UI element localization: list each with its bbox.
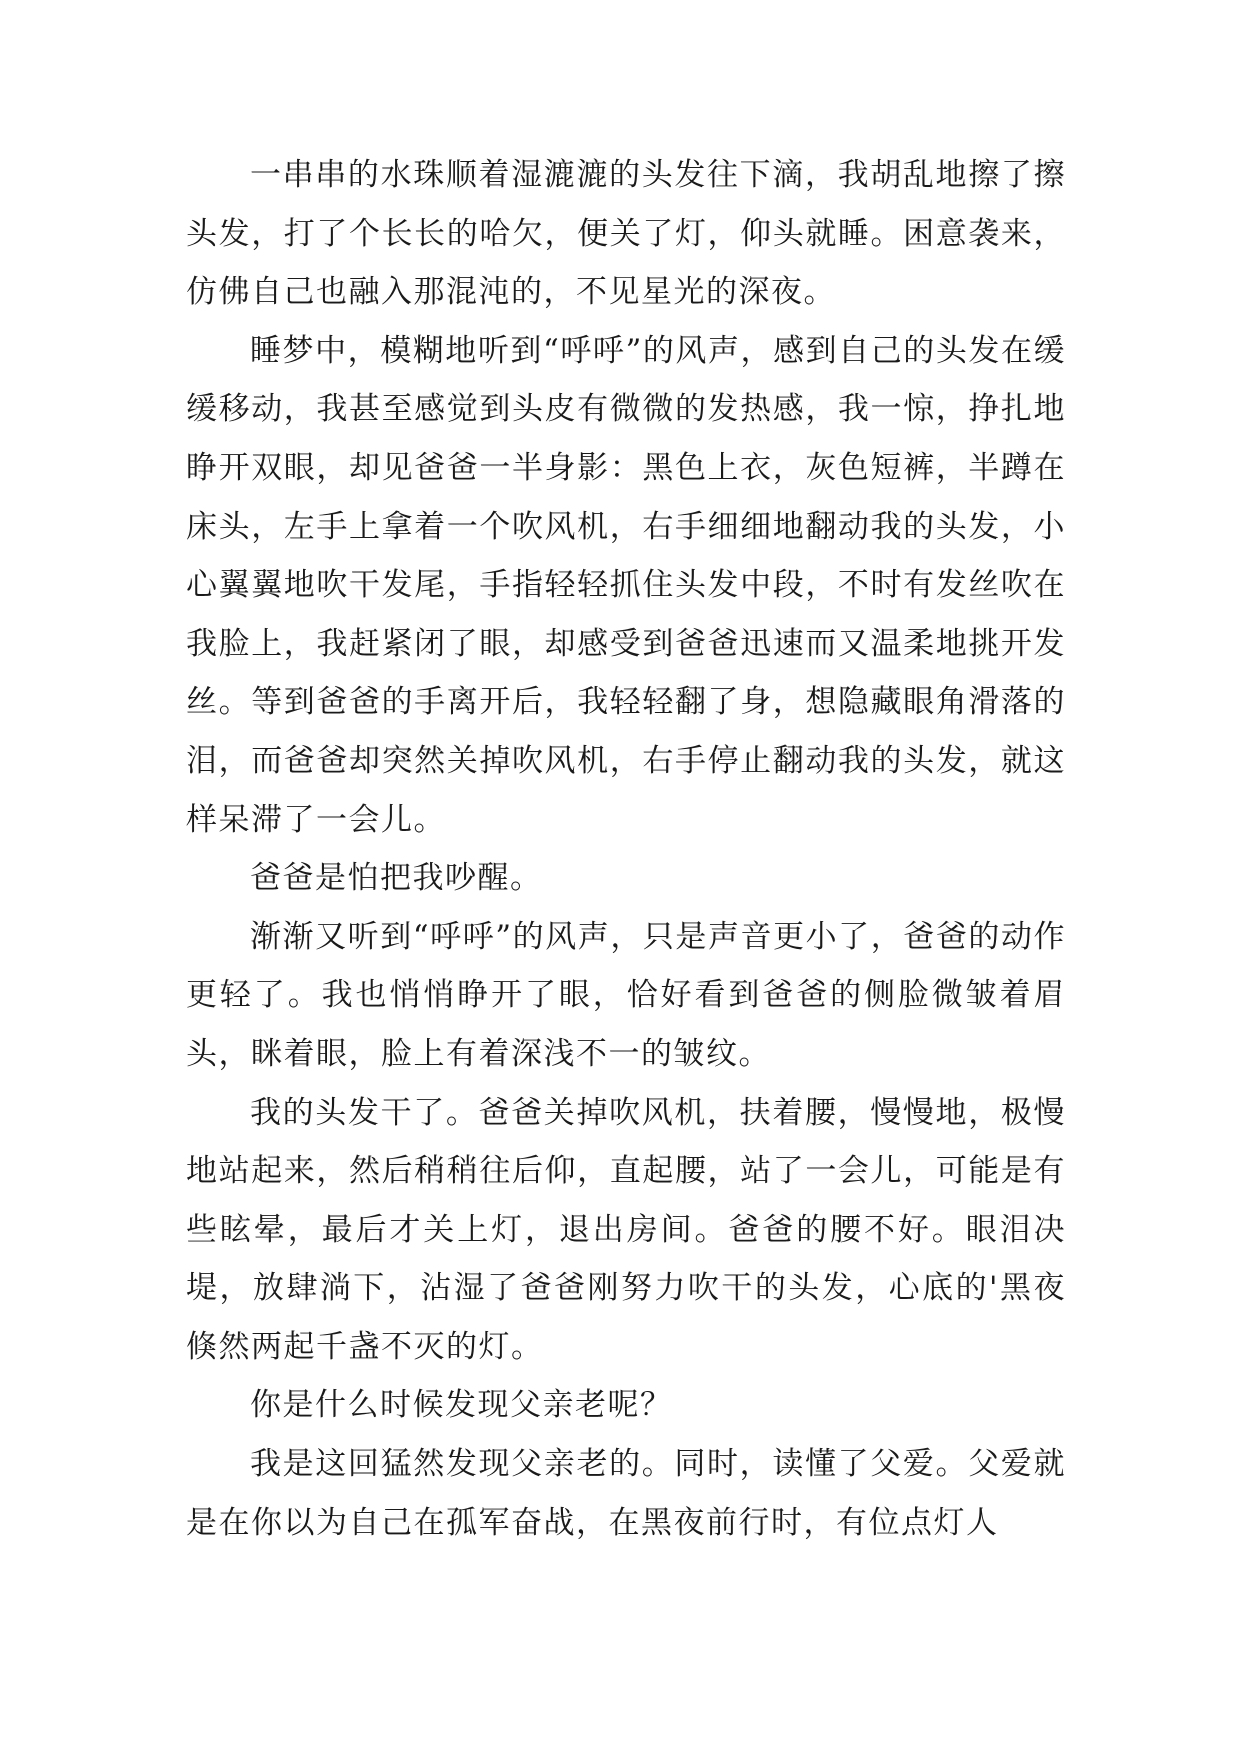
paragraph-3: 爸爸是怕把我吵醒。 bbox=[250, 860, 543, 897]
paragraph-4: 渐渐又听到“呼呼”的风声，只是声音更小了，爸爸的动作更轻了。我也悄悄睁开了眼，恰好看到爸爸的侧脸微皱着眉头，眯着眼，脸上有着深浅不一的皱纹。 bbox=[186, 918, 1066, 1072]
paragraph-7: 我是这回猛然发现父亲老的。同时，读懂了父爱。父爱就是在你以为自己在孤军奋战，在黑夜前行时，有位点灯人 bbox=[186, 1446, 1066, 1541]
paragraph-6: 你是什么时候发现父亲老呢？ bbox=[250, 1387, 673, 1424]
article-body bbox=[186, 146, 1066, 1552]
paragraph-5: 我的头发干了。爸爸关掉吹风机，扶着腰，慢慢地，极慢地站起来，然后稍稍往后仰，直起腰，站了一会儿，可能是有些眩晕，最后才关上灯，退出房间。爸爸的腰不好。眼泪决堤，放肆淌下，沾湿了爸爸刚努力吹干的头发，心底的'黑夜倏然两起千盏不灭的灯。 bbox=[186, 1094, 1066, 1365]
paragraph-1: 一串串的水珠顺着湿漉漉的头发往下滴，我胡乱地擦了擦头发，打了个长长的哈欠，便关了灯，仰头就睡。困意袭来，仿佛自己也融入那混沌的，不见星光的深夜。 bbox=[186, 157, 1066, 311]
paragraph-2: 睡梦中，模糊地听到“呼呼”的风声，感到自己的头发在缓缓移动，我甚至感觉到头皮有微微的发热感，我一惊，挣扎地睁开双眼，却见爸爸一半身影：黑色上衣，灰色短裤，半蹲在床头，左手上拿着一个吹风机，右手细细地翻动我的头发，小心翼翼地吹干发尾，手指轻轻抓住头发中段，不时有发丝吹在我脸上，我赶紧闭了眼，却感受到爸爸迅速而又温柔地挑开发丝。等到爸爸的手离开后，我轻轻翻了身，想隐藏眼角滑落的泪，而爸爸却突然关掉吹风机，右手停止翻动我的头发，就这样呆滞了一会儿。 bbox=[186, 332, 1066, 838]
